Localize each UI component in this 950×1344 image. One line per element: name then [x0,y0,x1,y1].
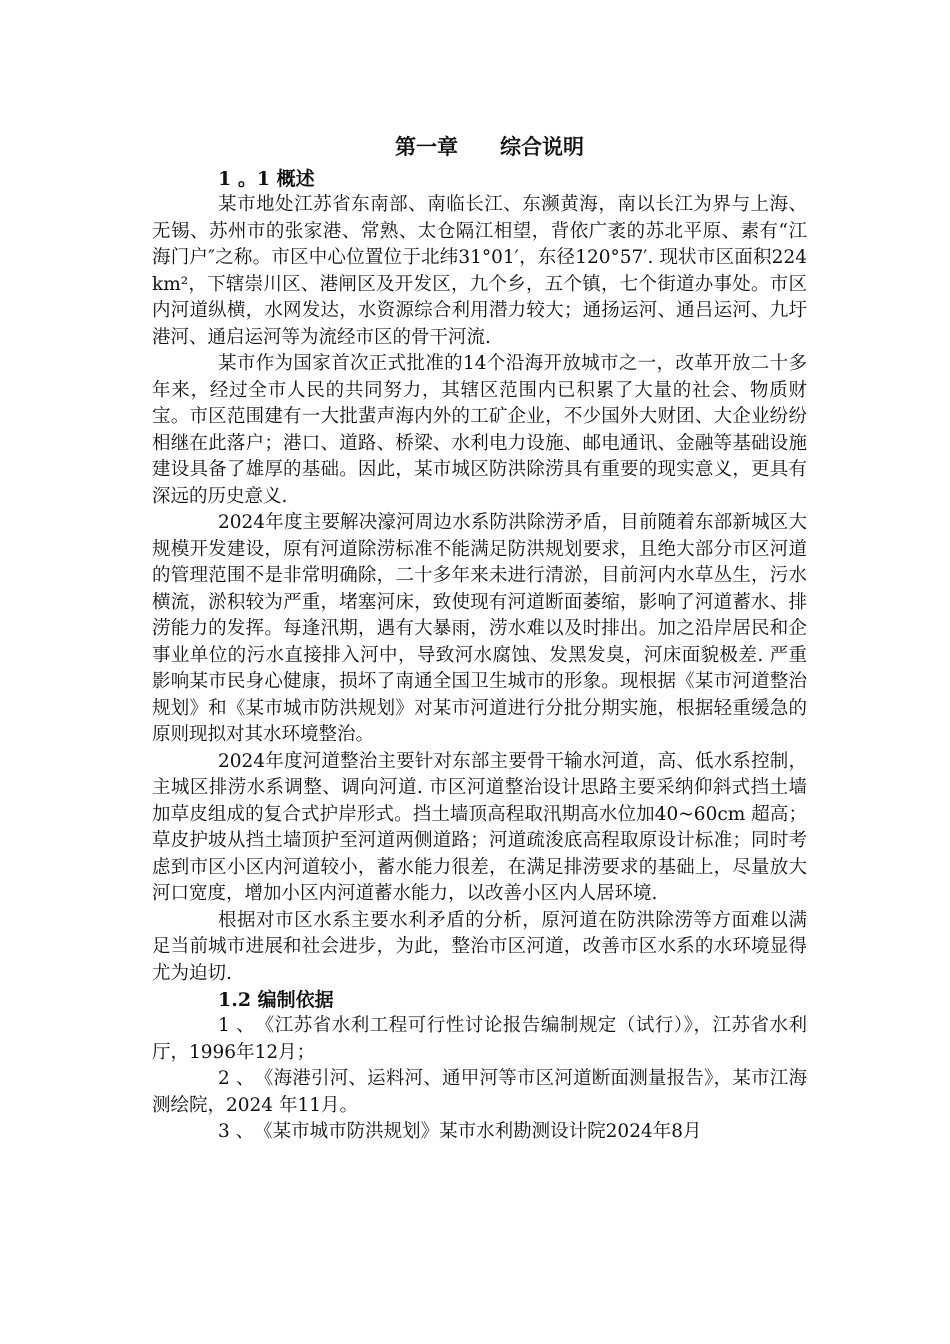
reference-item: 2 、 《海港引河、运料河、通甲河等市区河道断面测量报告》，某市江海测绘院，2024 年11月。 [152,1068,807,1116]
section-heading-basis: 1.2 编制依据 [218,989,334,1011]
overview-paragraph: 某市地处江苏省东南部、南临长江、东濒黄海，南以长江为界与上海、无锡、苏州市的张家港、常熟、太仓隔江相望，背依广袤的苏北平原、素有“江海门户″之称。市区中心位置位于北纬31°01′，东径120°57′. 现状市区面积224km²，下辖崇川区、港闸区及开发区，九个乡，五个镇，七个街道办事处。市区内河道纵横，水网发达，水资源综合利用潜力较大；通扬运河、通吕运河、九圩港河、通启运河等为流经市区的骨干河流. [152,194,807,348]
overview-paragraph: 根据对市区水系主要水利矛盾的分析，原河道在防洪除涝等方面难以满足当前城市进展和社会进步，为此，整治市区河道，改善市区水系的水环境显得尤为迫切. [152,909,807,984]
overview-paragraph: 某市作为国家首次正式批准的14个沿海开放城市之一，改革开放二十多年来，经过全市人民的共同努力，其辖区范围内已积累了大量的社会、物质财宝。市区范围建有一大批蜚声海内外的工矿企业，不少国外大财团、大企业纷纷相继在此落户；港口、道路、桥梁、水利电力设施、邮电通讯、金融等基础设施建设具备了雄厚的基础。因此，某市城区防洪除涝具有重要的现实意义，更具有深远的历史意义. [152,353,807,507]
section-heading-overview: 1 。1 概述 [218,168,315,190]
reference-item: 1 、 《江苏省水利工程可行性讨论报告编制规定（试行）》，江苏省水利厅，1996年12月； [152,1015,807,1063]
reference-item: 3 、 《某市城市防洪规划》某市水利勘测设计院2024年8月 [218,1121,702,1142]
overview-paragraph: 2024年度河道整治主要针对东部主要骨干输水河道，高、低水系控制，主城区排涝水系调整、调向河道. 市区河道整治设计思路主要采纳仰斜式挡土墙加草皮组成的复合式护岸形式。挡土墙顶高程取汛期高水位加40~60cm 超高；草皮护坡从挡土墙顶护至河道两侧道路；河道疏浚底高程取原设计标准；同时考虑到市区小区内河道较小，蓄水能力很差，在满足排涝要求的基础上，尽量放大河口宽度，增加小区内河道蓄水能力，以改善小区内人居环境. [152,750,807,904]
document-page [152,128,807,1146]
chapter-title: 第一章 综合说明 [395,134,584,159]
overview-paragraph: 2024年度主要解决濠河周边水系防洪除涝矛盾，目前随着东部新城区大规模开发建设，原有河道除涝标准不能满足防洪规划要求，且绝大部分市区河道的管理范围不是非常明确除，二十多年来未进行清淤，目前河内水草丛生，污水横流，淤积较为严重，堵塞河床，致使现有河道断面萎缩，影响了河道蓄水、排涝能力的发挥。每逢汛期，遇有大暴雨，涝水难以及时排出。加之沿岸居民和企事业单位的污水直接排入河中，导致河水腐蚀、发黑发臭，河床面貌极差. 严重影响某市民身心健康，损坏了南通全国卫生城市的形象。现根据《某市河道整治规划》和《某市城市防洪规划》对某市河道进行分批分期实施，根据轻重缓急的原则现拟对其水环境整治。 [152,512,807,745]
